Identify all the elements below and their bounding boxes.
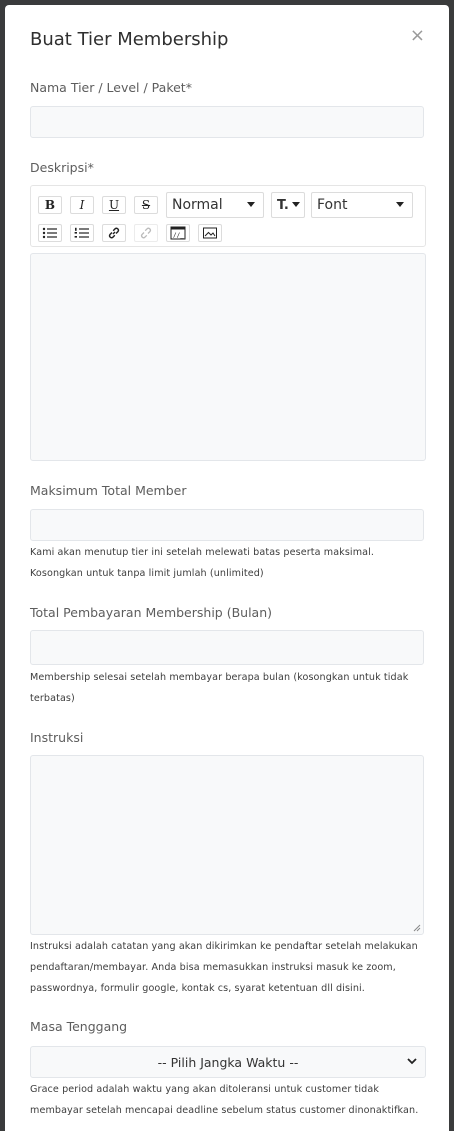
paragraph-style-select[interactable] — [166, 192, 264, 218]
chevron-down-icon — [247, 202, 255, 207]
insert-link-button[interactable] — [102, 224, 126, 242]
font-family-select[interactable] — [311, 192, 413, 218]
total-pembayaran-help: Membership selesai setelah membayar berapa bulan (kosongkan untuk tidak terbatas) — [30, 672, 409, 704]
instruksi-help: Instruksi adalah catatan yang akan dikirimkan ke pendaftar setelah melakukan pendaftaran/membayar. Anda bisa memasukkan instruksi masuk ke zoom, passwordnya, formulir google, kontak cs, syarat ketentuan dll disini. — [30, 941, 418, 994]
maksimum-member-input[interactable] — [30, 509, 424, 541]
insert-image-button[interactable] — [198, 224, 222, 242]
deskripsi-editor[interactable] — [30, 253, 426, 461]
close-icon[interactable]: × — [409, 25, 425, 46]
total-pembayaran-label: Total Pembayaran Membership (Bulan) — [30, 605, 273, 620]
chevron-down-icon — [407, 1056, 417, 1066]
source-code-button[interactable] — [166, 224, 190, 242]
nama-tier-label: Nama Tier / Level / Paket* — [30, 80, 192, 95]
font-size-select[interactable] — [271, 192, 305, 218]
resize-handle-icon[interactable] — [413, 924, 421, 932]
strikethrough-button[interactable]: S — [134, 196, 158, 214]
source-code-icon — [170, 226, 186, 240]
deskripsi-label: Deskripsi* — [30, 160, 94, 175]
link-icon — [107, 226, 121, 240]
bulleted-list-icon — [42, 227, 58, 239]
font-size-icon: T. — [277, 197, 289, 213]
chevron-down-icon — [396, 202, 404, 207]
create-tier-modal — [5, 5, 449, 1131]
numbered-list-button[interactable] — [70, 224, 94, 242]
nama-tier-input[interactable] — [30, 106, 424, 138]
editor-toolbar — [30, 185, 426, 247]
instruksi-textarea[interactable] — [30, 755, 424, 935]
bold-button[interactable]: B — [38, 196, 62, 214]
instruksi-label: Instruksi — [30, 730, 84, 745]
italic-button[interactable]: I — [70, 196, 94, 214]
masa-tenggang-select[interactable] — [30, 1046, 426, 1078]
masa-tenggang-value: -- Pilih Jangka Waktu -- — [157, 1054, 299, 1070]
bulleted-list-button[interactable] — [38, 224, 62, 242]
maksimum-member-label: Maksimum Total Member — [30, 483, 187, 498]
image-icon — [202, 226, 218, 240]
total-pembayaran-input[interactable] — [30, 630, 424, 665]
maksimum-member-help: Kami akan menutup tier ini setelah melewati batas peserta maksimal. Kosongkan untuk tanpa limit jumlah (unlimited) — [30, 547, 375, 579]
chevron-down-icon — [292, 202, 300, 207]
masa-tenggang-help: Grace period adalah waktu yang akan ditoleransi untuk customer tidak membayar setelah mencapai deadline sebelum status customer dinonaktifkan. — [30, 1084, 419, 1116]
font-family-value: Font — [317, 197, 348, 213]
modal-title: Buat Tier Membership — [30, 29, 229, 50]
svg-text://_: //_ — [173, 232, 184, 239]
unlink-button[interactable] — [134, 224, 158, 242]
unlink-icon — [139, 226, 153, 240]
masa-tenggang-label: Masa Tenggang — [30, 1019, 128, 1034]
paragraph-style-value: Normal — [172, 197, 223, 213]
underline-button[interactable]: U — [102, 196, 126, 214]
numbered-list-icon — [74, 227, 90, 239]
